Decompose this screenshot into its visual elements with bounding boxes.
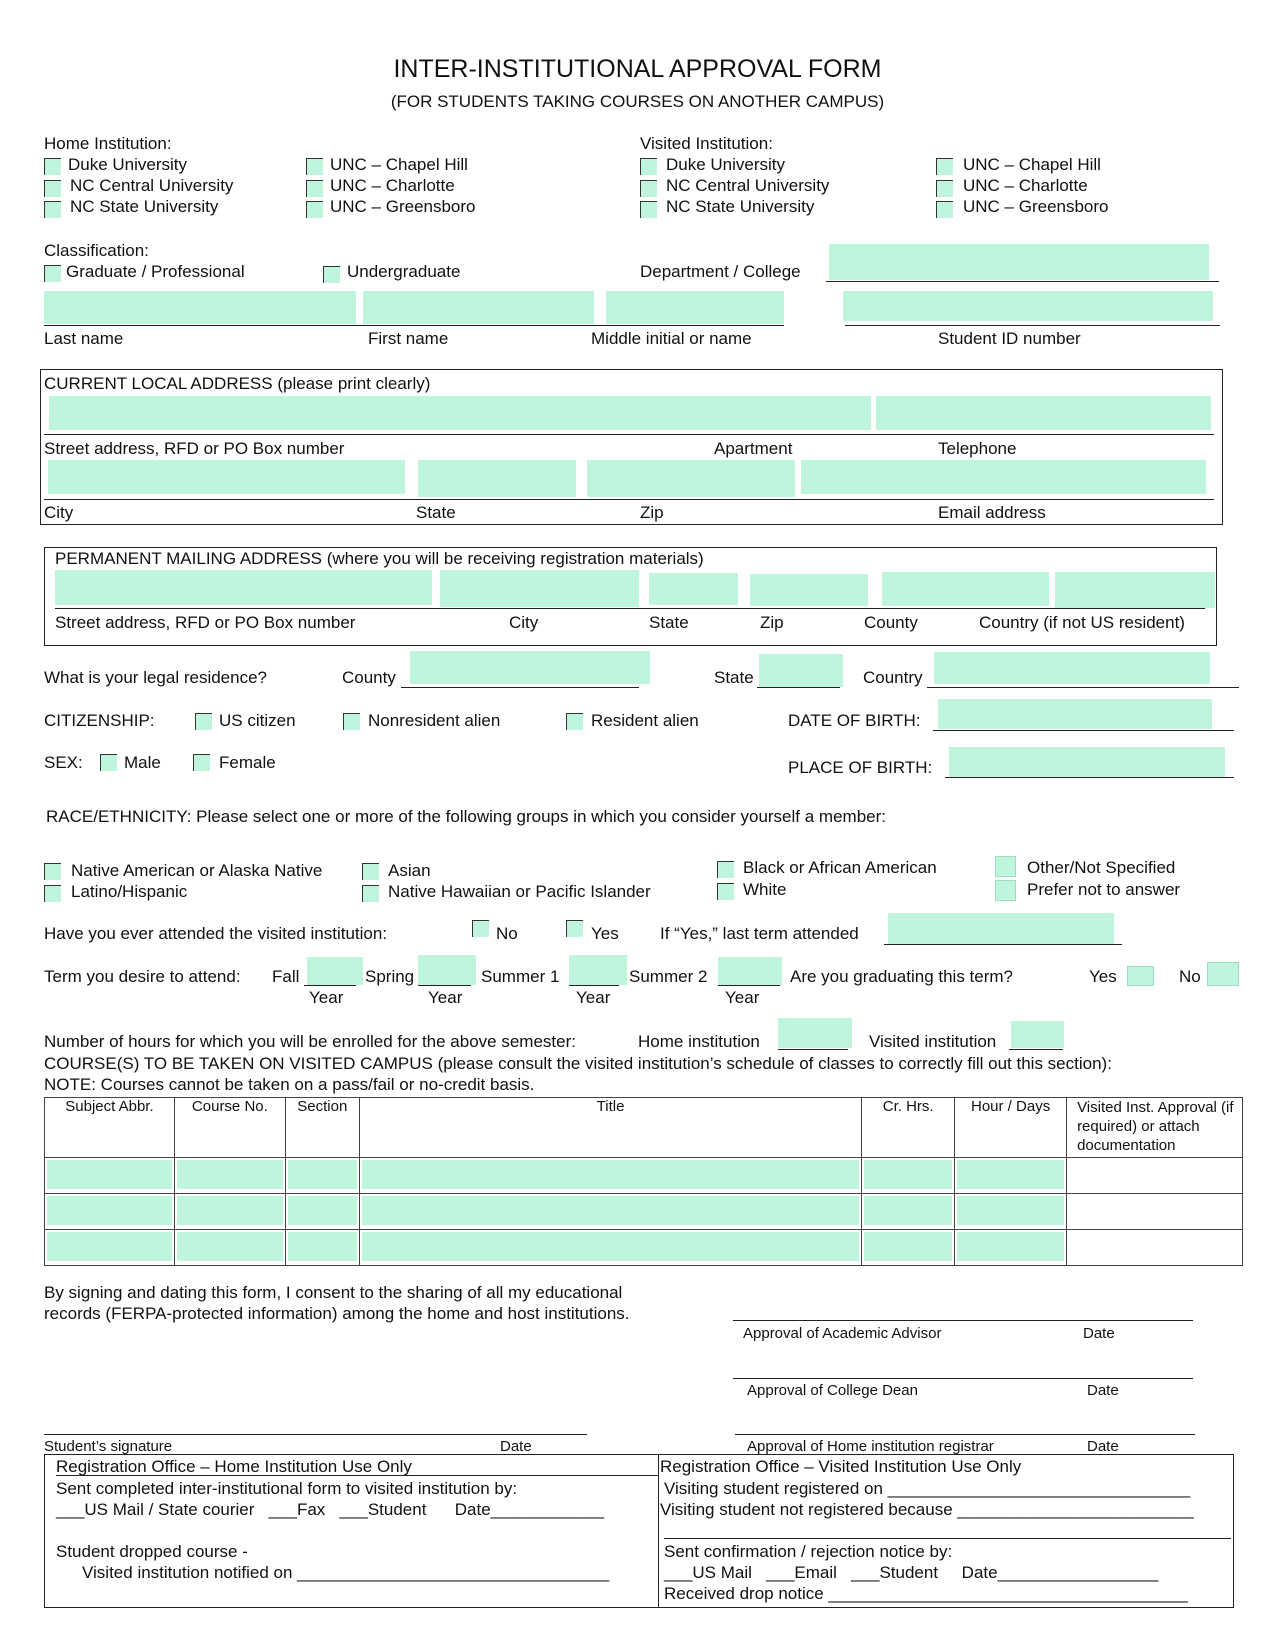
graduating-question: Are you graduating this term?	[790, 967, 1014, 986]
local-city-label: City	[44, 503, 74, 522]
hours-label: Number of hours for which you will be enrolled for the above semester:	[44, 1032, 576, 1051]
home-unc-charlotte-checkbox[interactable]	[306, 180, 323, 197]
last-term-underline	[884, 944, 1122, 945]
local-email-label: Email address	[938, 503, 1046, 522]
table-row	[45, 1230, 1243, 1266]
local-city-underline	[44, 499, 1214, 500]
term-label: Term you desire to attend:	[44, 967, 241, 986]
student-id-label: Student ID number	[938, 329, 1081, 348]
student-date-label: Date	[500, 1438, 532, 1455]
credit-hours-cell[interactable]	[862, 1194, 955, 1230]
col-approval: Visited Inst. Approval (if required) or attach documentation	[1067, 1098, 1243, 1158]
perm-county-label: County	[864, 613, 918, 632]
undergraduate-label: Undergraduate	[347, 262, 461, 281]
perm-zip-field[interactable]	[750, 574, 868, 606]
student-id-underline	[845, 325, 1220, 326]
form-subtitle: (FOR STUDENTS TAKING COURSES ON ANOTHER CAMPUS)	[390, 92, 885, 111]
home-nccu-checkbox[interactable]	[44, 180, 61, 197]
section-cell[interactable]	[285, 1230, 359, 1266]
perm-zip-label: Zip	[760, 613, 784, 632]
office-divider	[658, 1454, 659, 1608]
home-ncsu-checkbox[interactable]	[44, 201, 61, 218]
dean-signature-line[interactable]	[733, 1378, 1193, 1379]
attended-no-checkbox[interactable]	[472, 920, 489, 937]
student-signature-line[interactable]	[44, 1434, 587, 1435]
nonresident-alien-checkbox[interactable]	[343, 713, 360, 730]
dean-label: Approval of College Dean	[747, 1382, 918, 1399]
registrar-label: Approval of Home institution registrar	[747, 1438, 994, 1455]
middle-name-field[interactable]	[606, 291, 784, 324]
col-credit-hours: Cr. Hrs.	[862, 1098, 955, 1158]
home-duke-label: Duke University	[68, 155, 188, 174]
approval-cell[interactable]	[1067, 1158, 1243, 1194]
female-checkbox[interactable]	[193, 754, 210, 771]
graduating-yes-label: Yes	[1089, 967, 1117, 986]
visited-unc-ch-checkbox[interactable]	[936, 158, 953, 175]
nonresident-alien-label: Nonresident alien	[368, 711, 501, 730]
residence-country-underline	[927, 687, 1239, 688]
approval-cell[interactable]	[1067, 1230, 1243, 1266]
graduating-no-checkbox[interactable]	[1207, 962, 1239, 986]
hours-home-label: Home institution	[638, 1032, 760, 1051]
approval-cell[interactable]	[1067, 1194, 1243, 1230]
course-no-cell[interactable]	[174, 1194, 285, 1230]
subject-cell[interactable]	[45, 1158, 175, 1194]
dob-label: DATE OF BIRTH:	[788, 711, 921, 730]
local-state-label: State	[416, 503, 456, 522]
undergraduate-checkbox[interactable]	[323, 266, 340, 283]
graduate-label: Graduate / Professional	[66, 262, 245, 281]
hour-days-cell[interactable]	[955, 1194, 1067, 1230]
native-american-checkbox[interactable]	[44, 863, 61, 880]
home-institution-label: Home Institution:	[44, 134, 172, 153]
title-cell[interactable]	[359, 1230, 861, 1266]
summer2-label: Summer 2	[629, 967, 708, 986]
visited-unc-charlotte-checkbox[interactable]	[936, 180, 953, 197]
credit-hours-cell[interactable]	[862, 1158, 955, 1194]
us-citizen-checkbox[interactable]	[195, 713, 212, 730]
col-subject: Subject Abbr.	[45, 1098, 175, 1158]
residence-state-label: State	[714, 668, 754, 687]
last-term-field[interactable]	[888, 913, 1114, 944]
office-home-sent: Sent completed inter-institutional form to visited institution by:	[56, 1479, 518, 1498]
local-street-underline	[44, 434, 1214, 435]
col-title: Title	[359, 1098, 861, 1158]
latino-label: Latino/Hispanic	[71, 882, 188, 901]
col-course-no: Course No.	[174, 1098, 285, 1158]
sex-label: SEX:	[44, 753, 83, 772]
race-prompt: RACE/ETHNICITY: Please select one or more of the following groups in which you consider yourself a member:	[46, 807, 886, 826]
office-visited-methods[interactable]: ___US Mail ___Email ___Student Date_________________	[664, 1563, 1159, 1582]
residence-county-underline	[401, 687, 639, 688]
fall-year-field[interactable]	[307, 957, 363, 985]
courses-table	[44, 1097, 1243, 1266]
summer1-underline	[569, 985, 619, 986]
student-id-field[interactable]	[843, 291, 1213, 321]
last-term-label: If “Yes,” last term attended	[660, 924, 859, 943]
us-citizen-label: US citizen	[219, 711, 296, 730]
attended-no-label: No	[496, 924, 518, 943]
office-home-title: Registration Office – Home Institution Use Only	[56, 1457, 412, 1476]
local-zip-field[interactable]	[587, 460, 795, 497]
advisor-signature-line[interactable]	[733, 1320, 1193, 1321]
advisor-date-label: Date	[1083, 1325, 1115, 1342]
office-visited-registered[interactable]: Visiting student registered on ________________________________	[664, 1479, 1191, 1498]
course-no-cell[interactable]	[174, 1158, 285, 1194]
summer1-label: Summer 1	[481, 967, 560, 986]
local-telephone-label: Telephone	[938, 439, 1017, 458]
perm-street-label: Street address, RFD or PO Box number	[55, 613, 356, 632]
native-american-label: Native American or Alaska Native	[71, 861, 323, 880]
summer2-underline	[718, 985, 780, 986]
section-cell[interactable]	[285, 1194, 359, 1230]
local-state-field[interactable]	[418, 460, 576, 497]
visited-unc-greensboro-label: UNC – Greensboro	[963, 197, 1109, 216]
office-visited-confirmation: Sent confirmation / rejection notice by:	[664, 1542, 953, 1561]
other-checkbox[interactable]	[995, 856, 1016, 877]
subject-cell[interactable]	[45, 1230, 175, 1266]
advisor-label: Approval of Academic Advisor	[743, 1325, 942, 1342]
perm-city-label: City	[509, 613, 539, 632]
prefer-not-checkbox[interactable]	[995, 880, 1016, 901]
visited-ncsu-label: NC State University	[666, 197, 815, 216]
fall-label: Fall	[272, 967, 300, 986]
dob-field[interactable]	[938, 699, 1212, 729]
home-nccu-label: NC Central University	[70, 176, 234, 195]
home-unc-ch-checkbox[interactable]	[306, 158, 323, 175]
graduate-checkbox[interactable]	[44, 265, 61, 282]
visited-ncsu-checkbox[interactable]	[640, 201, 657, 218]
student-signature-label: Student’s signature	[44, 1438, 173, 1455]
local-telephone-field[interactable]	[876, 396, 1211, 430]
section-cell[interactable]	[285, 1158, 359, 1194]
home-unc-greensboro-label: UNC – Greensboro	[330, 197, 476, 216]
hawaiian-checkbox[interactable]	[362, 885, 379, 902]
perm-street-field[interactable]	[55, 570, 432, 605]
local-email-field[interactable]	[801, 460, 1206, 494]
classification-label: Classification:	[44, 241, 149, 260]
visited-institution-label: Visited Institution:	[640, 134, 773, 153]
hours-visited-label: Visited institution	[869, 1032, 997, 1051]
female-label: Female	[219, 753, 276, 772]
perm-state-field[interactable]	[649, 573, 738, 605]
prefer-not-label: Prefer not to answer	[1027, 880, 1181, 899]
office-visited-title: Registration Office – Visited Institution Use Only	[660, 1457, 1022, 1476]
office-home-dropped: Student dropped course -	[56, 1542, 248, 1561]
office-visited-drop-notice[interactable]: Received drop notice ______________________________________	[664, 1584, 1188, 1603]
male-checkbox[interactable]	[100, 754, 117, 771]
visited-nccu-checkbox[interactable]	[640, 180, 657, 197]
home-unc-charlotte-label: UNC – Charlotte	[330, 176, 455, 195]
perm-state-label: State	[649, 613, 689, 632]
home-unc-greensboro-checkbox[interactable]	[306, 201, 323, 218]
office-home-notified[interactable]: Visited institution notified on _________________________________	[82, 1563, 610, 1582]
visited-unc-ch-label: UNC – Chapel Hill	[963, 155, 1101, 174]
consent-line-1: By signing and dating this form, I consent to the sharing of all my educational	[44, 1283, 623, 1302]
dob-underline	[933, 730, 1234, 731]
residence-country-label: Country	[863, 668, 923, 687]
residence-question: What is your legal residence?	[44, 668, 268, 687]
department-label: Department / College	[640, 262, 801, 281]
local-street-label: Street address, RFD or PO Box number	[44, 439, 345, 458]
consent-line-2: records (FERPA-protected information) among the home and host institutions.	[44, 1304, 630, 1323]
black-label: Black or African American	[743, 858, 937, 877]
attended-yes-label: Yes	[591, 924, 619, 943]
pob-underline	[945, 777, 1234, 778]
home-ncsu-label: NC State University	[70, 197, 219, 216]
fall-year-label: Year	[309, 988, 344, 1007]
office-home-methods[interactable]: ___US Mail / State courier ___Fax ___Student Date____________	[56, 1500, 605, 1519]
spring-underline	[418, 985, 471, 986]
first-name-field[interactable]	[363, 291, 594, 324]
attended-yes-checkbox[interactable]	[566, 920, 583, 937]
resident-alien-label: Resident alien	[591, 711, 699, 730]
permanent-address-title: PERMANENT MAILING ADDRESS (where you will be receiving registration materials)	[55, 549, 704, 568]
citizenship-label: CITIZENSHIP:	[44, 711, 155, 730]
spring-year-field[interactable]	[418, 955, 476, 985]
hour-days-cell[interactable]	[955, 1158, 1067, 1194]
summer1-year-field[interactable]	[569, 955, 627, 985]
hours-home-underline	[778, 1049, 848, 1050]
latino-checkbox[interactable]	[44, 885, 61, 902]
courses-heading: COURSE(S) TO BE TAKEN ON VISITED CAMPUS (please consult the visited institution’s schedule of classes to correctly fill out this section):	[44, 1054, 1112, 1073]
local-zip-label: Zip	[640, 503, 664, 522]
resident-alien-checkbox[interactable]	[566, 713, 583, 730]
office-visited-not-registered[interactable]: Visiting student not registered because _________________________	[660, 1500, 1194, 1519]
dean-date-label: Date	[1087, 1382, 1119, 1399]
perm-county-field[interactable]	[882, 572, 1049, 606]
perm-city-field[interactable]	[440, 570, 639, 607]
visited-nccu-label: NC Central University	[666, 176, 830, 195]
residence-state-field[interactable]	[759, 654, 843, 687]
col-hour-days: Hour / Days	[955, 1098, 1067, 1158]
attendance-question: Have you ever attended the visited institution:	[44, 924, 388, 943]
summer2-year-field[interactable]	[718, 957, 782, 985]
local-apartment-label: Apartment	[714, 439, 793, 458]
pob-field[interactable]	[949, 747, 1225, 777]
perm-country-field[interactable]	[1055, 572, 1215, 608]
courses-header-row	[45, 1098, 1243, 1158]
hours-home-field[interactable]	[778, 1018, 852, 1048]
graduating-yes-checkbox[interactable]	[1127, 966, 1154, 986]
asian-checkbox[interactable]	[362, 863, 379, 880]
spring-label: Spring	[365, 967, 415, 986]
other-label: Other/Not Specified	[1027, 858, 1176, 877]
home-duke-checkbox[interactable]	[44, 158, 61, 175]
pob-label: PLACE OF BIRTH:	[788, 758, 933, 777]
hour-days-cell[interactable]	[955, 1230, 1067, 1266]
department-field[interactable]	[829, 244, 1209, 280]
registrar-date-label: Date	[1087, 1438, 1119, 1455]
visited-duke-checkbox[interactable]	[640, 158, 657, 175]
residence-county-field[interactable]	[410, 651, 650, 684]
last-name-field[interactable]	[44, 291, 356, 324]
hours-visited-field[interactable]	[1011, 1021, 1064, 1048]
perm-street-underline	[55, 608, 1205, 609]
department-underline	[826, 281, 1219, 282]
perm-country-label: Country (if not US resident)	[979, 613, 1185, 632]
name-underline	[44, 325, 784, 326]
visited-unc-greensboro-checkbox[interactable]	[936, 201, 953, 218]
table-row	[45, 1194, 1243, 1230]
middle-name-label: Middle initial or name	[591, 329, 752, 348]
registrar-signature-line[interactable]	[735, 1434, 1195, 1435]
last-name-label: Last name	[44, 329, 124, 348]
course-no-cell[interactable]	[174, 1230, 285, 1266]
residence-country-field[interactable]	[934, 652, 1210, 684]
white-label: White	[743, 880, 787, 899]
residence-county-label: County	[342, 668, 396, 687]
spring-year-label: Year	[428, 988, 463, 1007]
graduating-no-label: No	[1179, 967, 1201, 986]
summer1-year-label: Year	[576, 988, 611, 1007]
home-unc-ch-label: UNC – Chapel Hill	[330, 155, 468, 174]
office-visited-extra-line[interactable]	[664, 1538, 1231, 1539]
courses-note: NOTE: Courses cannot be taken on a pass/fail or no-credit basis.	[44, 1075, 535, 1094]
first-name-label: First name	[368, 329, 449, 348]
summer2-year-label: Year	[725, 988, 760, 1007]
local-address-title: CURRENT LOCAL ADDRESS (please print clearly)	[44, 374, 431, 393]
black-checkbox[interactable]	[717, 861, 734, 878]
credit-hours-cell[interactable]	[862, 1230, 955, 1266]
hawaiian-label: Native Hawaiian or Pacific Islander	[388, 882, 651, 901]
local-city-field[interactable]	[48, 460, 405, 494]
asian-label: Asian	[388, 861, 431, 880]
visited-duke-label: Duke University	[666, 155, 786, 174]
white-checkbox[interactable]	[717, 883, 734, 900]
col-section: Section	[285, 1098, 359, 1158]
local-street-field[interactable]	[49, 396, 871, 430]
table-row	[45, 1158, 1243, 1194]
hours-visited-underline	[1009, 1049, 1063, 1050]
visited-unc-charlotte-label: UNC – Charlotte	[963, 176, 1088, 195]
form-title: INTER-INSTITUTIONAL APPROVAL FORM	[393, 55, 882, 83]
subject-cell[interactable]	[45, 1194, 175, 1230]
title-cell[interactable]	[359, 1194, 861, 1230]
title-cell[interactable]	[359, 1158, 861, 1194]
residence-state-underline	[757, 687, 840, 688]
male-label: Male	[124, 753, 161, 772]
fall-underline	[304, 985, 356, 986]
